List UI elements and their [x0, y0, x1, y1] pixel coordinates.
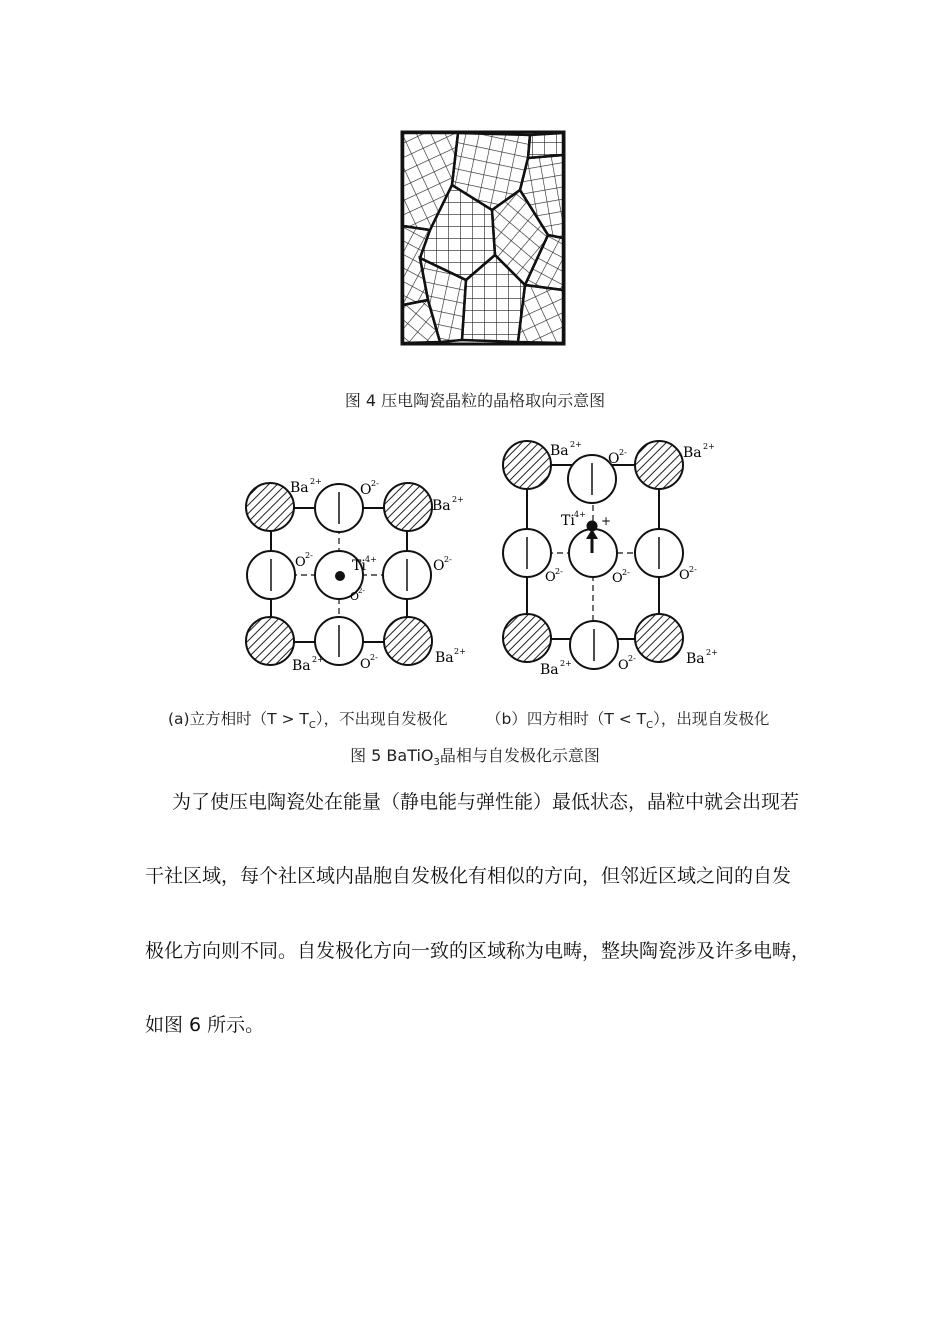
body-text-line: 干社区域，每个社区域内晶胞自发极化有相似的方向，但邻近区域之间的自发 — [145, 865, 792, 887]
ba-ion — [635, 614, 683, 662]
svg-text:2+: 2+ — [452, 495, 464, 504]
o-label: O — [679, 568, 690, 583]
ba-label: Ba — [540, 662, 559, 678]
svg-text:2-: 2- — [371, 479, 379, 488]
o-label: O — [545, 570, 556, 585]
figure-4-grain-diagram — [400, 130, 566, 346]
svg-text:2+: 2+ — [570, 440, 582, 449]
body-text-line: 极化方向则不同。自发极化方向一致的区域称为电畴，整块陶瓷涉及许多电畴， — [145, 940, 811, 962]
ba-label: Ba — [683, 445, 702, 461]
figure-5b-label: （b）四方相时$(T < T_C)$，出现自发极化 — [486, 710, 770, 732]
svg-text:2+: 2+ — [312, 655, 324, 664]
body-text-line: 如图 6 所示。 — [145, 1014, 265, 1036]
svg-text:2+: 2+ — [454, 647, 466, 656]
ti-ion — [335, 571, 345, 581]
ba-label: Ba — [686, 651, 705, 667]
svg-text:4+: 4+ — [365, 555, 377, 564]
o-label: O — [618, 658, 629, 673]
svg-text:2-: 2- — [628, 654, 636, 663]
grain-lattice-svg — [400, 130, 566, 346]
figure-5a-label: (a)立方相时$(T > T_C)$，不出现自发极化 — [168, 710, 448, 732]
tetragonal-cell-svg — [495, 435, 735, 685]
o-label: O — [608, 451, 620, 467]
o-label: O — [433, 558, 445, 574]
svg-text:2-: 2- — [622, 568, 630, 577]
cubic-cell-svg — [240, 470, 480, 680]
svg-text:2-: 2- — [619, 448, 627, 457]
ba-label: Ba — [290, 480, 309, 496]
svg-text:2-: 2- — [555, 567, 563, 576]
o-label: O — [295, 555, 306, 570]
figure-5-caption: 图 5 BaTiO$_3$晶相与自发极化示意图 — [350, 746, 600, 769]
ba-ion — [246, 617, 294, 665]
figure-4-caption: 图 4 压电陶瓷晶粒的晶格取向示意图 — [344, 391, 606, 410]
ba-ion — [384, 483, 432, 531]
figure-5a-cubic-cell — [240, 470, 480, 680]
figure-5b-tetragonal-cell — [495, 435, 735, 685]
svg-text:2-: 2- — [370, 653, 378, 662]
svg-text:2+: 2+ — [310, 477, 322, 486]
svg-text:2+: 2+ — [560, 659, 572, 668]
grain — [518, 285, 563, 343]
ba-ion — [503, 614, 551, 662]
ba-ion — [503, 441, 551, 489]
ti-label: Ti — [352, 558, 366, 574]
svg-text:2-: 2- — [305, 551, 313, 560]
svg-text:2+: 2+ — [706, 648, 718, 657]
ba-label: Ba — [550, 443, 569, 459]
o-label: O — [612, 571, 623, 586]
ba-ion — [635, 441, 683, 489]
ti-label: Ti — [561, 513, 575, 529]
ba-label: Ba — [435, 650, 454, 666]
svg-text:+: + — [601, 514, 612, 528]
ba-label: Ba — [432, 498, 451, 514]
o-label: O — [360, 657, 371, 672]
svg-text:2-: 2- — [444, 555, 452, 564]
svg-text:2-: 2- — [358, 587, 365, 595]
ba-ion — [384, 617, 432, 665]
svg-text:4+: 4+ — [574, 510, 586, 519]
svg-text:2-: 2- — [689, 565, 697, 574]
o-label: O — [350, 590, 360, 603]
ba-ion — [246, 483, 294, 531]
body-text-line: 为了使压电陶瓷处在能量（静电能与弹性能）最低状态，晶粒中就会出现若 — [172, 791, 800, 813]
o-label: O — [360, 482, 372, 498]
ba-label: Ba — [292, 658, 311, 674]
svg-text:2+: 2+ — [703, 442, 715, 451]
